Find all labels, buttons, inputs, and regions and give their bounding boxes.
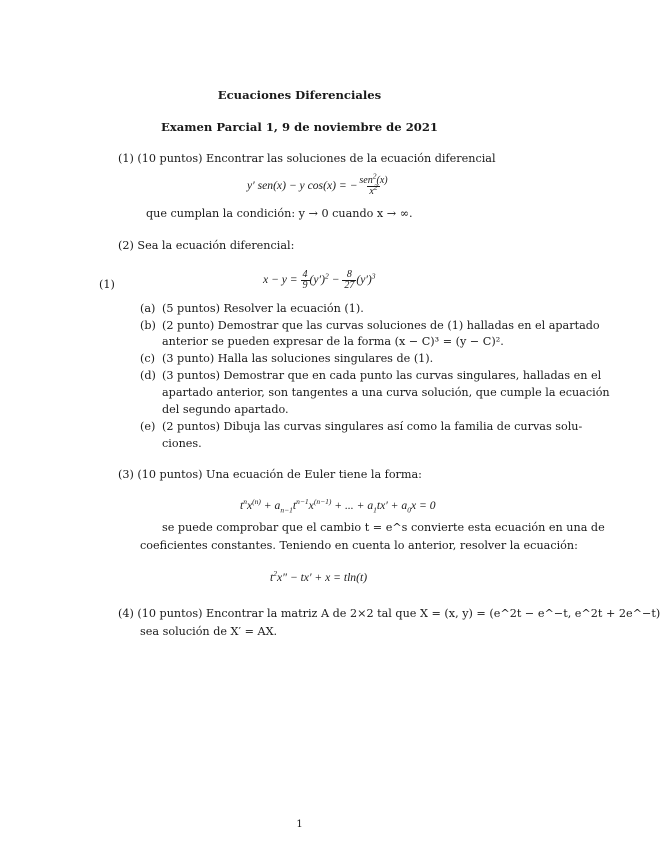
- q2-equation: x − y = $\frac{4}{9}$ $(y')^2$ − $\frac{8}{27}$ $(y')^3$: [263, 269, 376, 291]
- q1-condition: que cumplan la condición: y → 0 cuando x → ∞.: [146, 207, 413, 220]
- q2-label: (2) Sea la ecuación diferencial:: [118, 239, 295, 252]
- q2-item-e-text2: ciones.: [162, 437, 202, 450]
- q2-item-b-text1: (2 punto) Demostrar que las curvas soluciones de (1) halladas en el apartado: [162, 319, 600, 332]
- q1-label: (1) (10 puntos) Encontrar las soluciones de la ecuación diferencial: [118, 152, 496, 165]
- page-number: 1: [296, 819, 303, 830]
- q3-euler-equation: $t^nx^{(n)} + a_{n-1}t^{n-1}x^{(n-1)}$ + ... + $a_1tx' + a_0x = 0$: [240, 497, 436, 515]
- q1-equation: y′ sen(x) − y cos(x) = − $\frac{sen^2(x)}{x^2}$: [247, 171, 388, 197]
- q3-line1: se puede comprobar que el cambio t = e^s convierte esta ecuación en una de: [162, 521, 605, 534]
- q2-item-d-text3: del segundo apartado.: [162, 403, 289, 416]
- q3-label: (3) (10 puntos) Una ecuación de Euler tiene la forma:: [118, 468, 422, 481]
- q4-line2: sea solución de X′ = AX.: [140, 625, 278, 638]
- exam-title: Examen Parcial 1, 9 de noviembre de 2021: [161, 120, 438, 134]
- q2-item-d-text2: apartado anterior, son tangentes a una curva solución, que cumple la ecuación: [162, 386, 610, 399]
- q2-item-b-tag: (b): [140, 319, 156, 332]
- q2-item-d-tag: (d): [140, 369, 156, 382]
- q3-line2: coeficientes constantes. Teniendo en cuenta lo anterior, resolver la ecuación:: [140, 539, 578, 552]
- q2-item-b-text2: anterior se pueden expresar de la forma (x − C)³ = (y − C)².: [162, 335, 504, 348]
- q2-item-e-tag: (e): [140, 420, 156, 433]
- q2-item-a-text: (5 puntos) Resolver la ecuación (1).: [162, 302, 364, 315]
- q2-item-a-tag: (a): [140, 302, 156, 315]
- q2-item-e-text1: (2 puntos) Dibuja las curvas singulares así como la familia de curvas solu-: [162, 420, 583, 433]
- q2-item-c-tag: (c): [140, 352, 155, 365]
- q2-item-d-text1: (3 puntos) Demostrar que en cada punto las curvas singulares, halladas en el: [162, 369, 602, 382]
- q2-eq-tag: (1): [99, 278, 115, 291]
- q2-item-c-text: (3 punto) Halla las soluciones singulares de (1).: [162, 352, 434, 365]
- q3-target-equation: $t^2x'' - tx' + x = tln(t)$: [270, 569, 368, 584]
- q4-line1: (4) (10 puntos) Encontrar la matriz A de 2×2 tal que X = (x, y) = (e^2t − e^−t, e^2t + 2e^−t): [118, 607, 660, 620]
- course-title: Ecuaciones Diferenciales: [217, 88, 382, 102]
